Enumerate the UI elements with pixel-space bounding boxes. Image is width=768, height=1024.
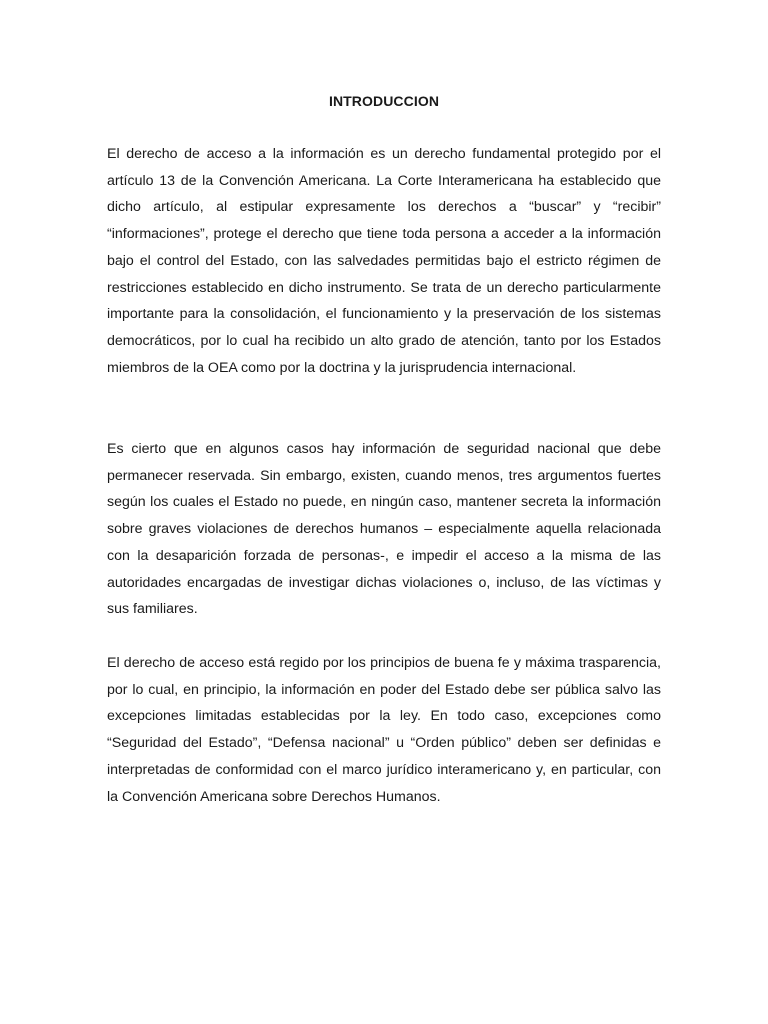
paragraph-2: Es cierto que en algunos casos hay información de seguridad nacional que debe permanecer reservada. Sin embargo, existen, cuando menos, tres argumentos fuertes según los cuales el Estado no puede, en ningún caso, mantener secreta la información sobre graves violaciones de derechos humanos – especialmente aquella relacionada con la desaparición forzada de personas-, e impedir el acceso a la misma de las autoridades encargadas de investigar dichas violaciones o, incluso, de las víctimas y sus familiares. [107,441,661,618]
paragraph-3: El derecho de acceso está regido por los principios de buena fe y máxima trasparencia, por lo cual, en principio, la información en poder del Estado debe ser pública salvo las excepciones limitadas establecidas por la ley. En todo caso, excepciones como “Seguridad del Estado”, “Defensa nacional” u “Orden público” deben ser definidas e interpretadas de conformidad con el marco jurídico interamericano y, en particular, con la Convención Americana sobre Derechos Humanos. [107,655,661,805]
paragraph-1: El derecho de acceso a la información es un derecho fundamental protegido por el artículo 13 de la Convención Americana. La Corte Interamericana ha establecido que dicho artículo, al estipular expresamente los derechos a “buscar” y “recibir” “informaciones”, protege el derecho que tiene toda persona a acceder a la información bajo el control del Estado, con las salvedades permitidas bajo el estricto régimen de restricciones establecido en dicho instrumento. Se trata de un derecho particularmente importante para la consolidación, el funcionamiento y la preservación de los sistemas democráticos, por lo cual ha recibido un alto grado de atención, tanto por los Estados miembros de la OEA como por la doctrina y la jurisprudencia internacional. [107,146,661,376]
document-title: INTRODUCCION [328,93,440,109]
